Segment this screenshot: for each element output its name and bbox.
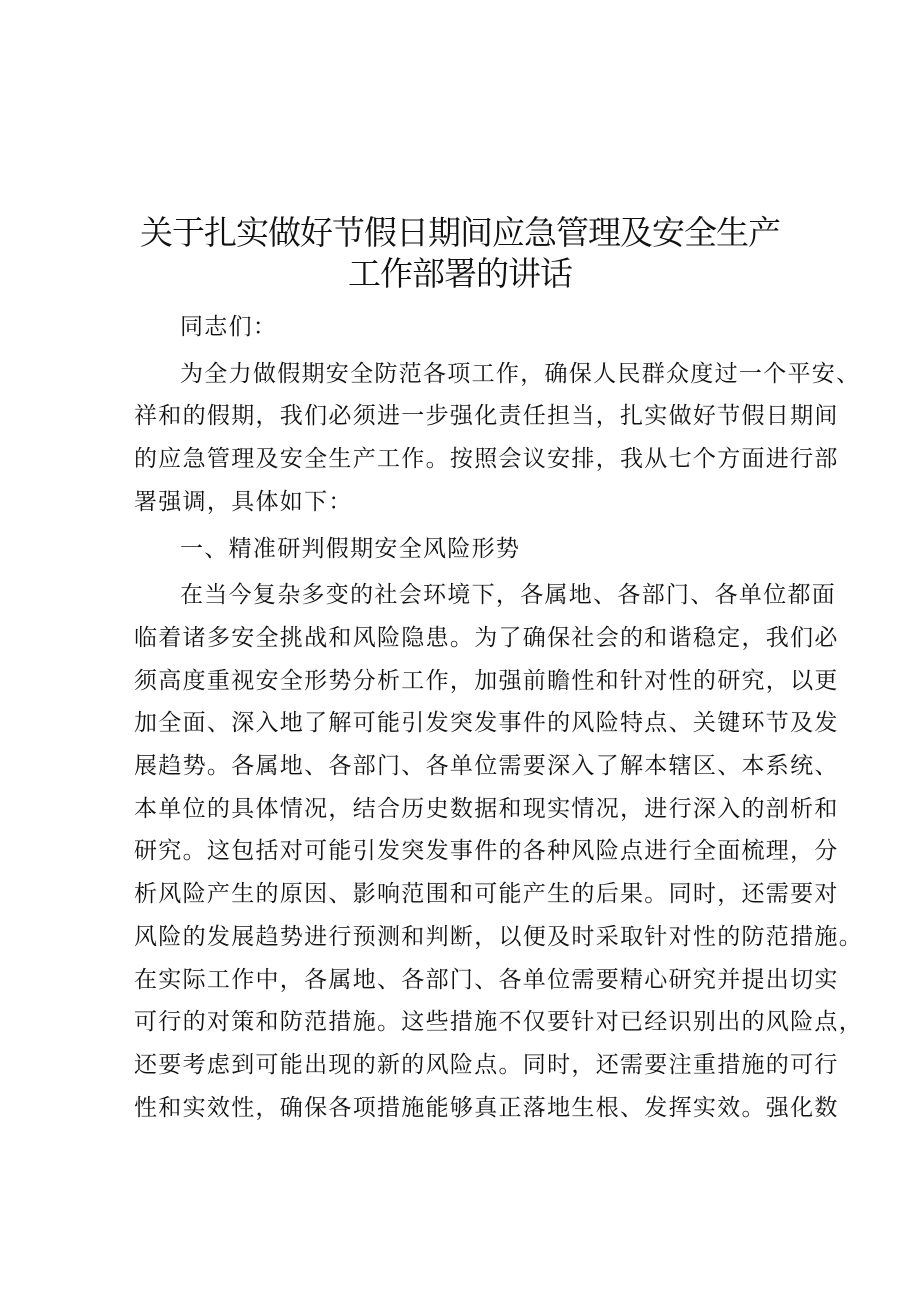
section-heading: 一、精准研判假期安全风险形势 (180, 535, 521, 562)
intro-paragraph (134, 353, 861, 524)
intro-line: 为全力做假期安全防范各项工作，确保人民群众度过一个平安、 (180, 360, 861, 387)
paragraph-line: 析风险产生的原因、影响范围和可能产生的后果。同时，还需要对 (134, 881, 839, 908)
paragraph-line: 展趋势。各属地、各部门、各单位需要深入了解本辖区、本系统、 (134, 753, 839, 780)
paragraph-line: 可行的对策和防范措施。这些措施不仅要针对已经识别出的风险点， (134, 1009, 863, 1036)
intro-line: 署强调，具体如下： (134, 488, 353, 515)
paragraph-line: 研究。这包括对可能引发突发事件的各种风险点进行全面梳理，分 (134, 838, 839, 865)
section-1-paragraph (134, 574, 863, 1129)
paragraph-line: 性和实效性，确保各项措施能够真正落地生根、发挥实效。强化数 (134, 1094, 839, 1121)
paragraph-line: 风险的发展趋势进行预测和判断，以便及时采取针对性的防范措施。 (134, 923, 863, 950)
document-title-line-1: 关于扎实做好节假日期间应急管理及安全生产 (140, 213, 780, 252)
paragraph-line: 本单位的具体情况，结合历史数据和现实情况，进行深入的剖析和 (134, 795, 839, 822)
paragraph-line: 还要考虑到可能出现的新的风险点。同时，还需要注重措施的可行 (134, 1051, 839, 1078)
intro-line: 祥和的假期，我们必须进一步强化责任担当，扎实做好节假日期间 (134, 403, 839, 430)
document-body (134, 306, 863, 1129)
paragraph-line: 在当今复杂多变的社会环境下，各属地、各部门、各单位都面 (180, 582, 837, 609)
salutation: 同志们： (180, 314, 278, 340)
paragraph-line: 在实际工作中，各属地、各部门、各单位需要精心研究并提出切实 (134, 966, 839, 993)
paragraph-line: 须高度重视安全形势分析工作，加强前瞻性和针对性的研究，以更 (134, 667, 839, 694)
paragraph-line: 加全面、深入地了解可能引发突发事件的风险特点、关键环节及发 (134, 710, 839, 737)
paragraph-line: 临着诸多安全挑战和风险隐患。为了确保社会的和谐稳定，我们必 (134, 624, 839, 651)
intro-line: 的应急管理及安全生产工作。按照会议安排，我从七个方面进行部 (134, 446, 839, 473)
document-title-line-2: 工作部署的讲话 (348, 254, 572, 293)
